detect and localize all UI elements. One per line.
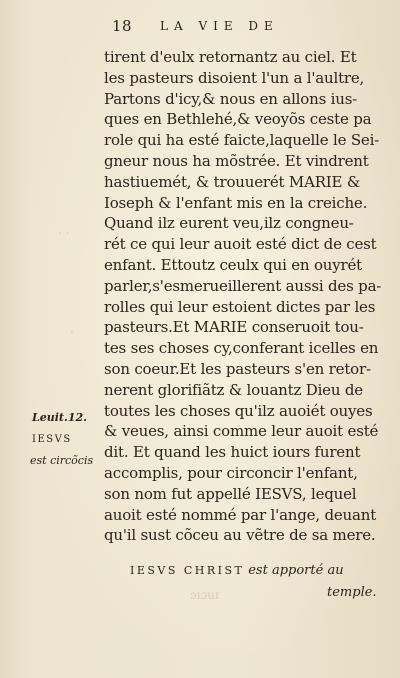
margin-note-leviticus: Leuit.12. — [32, 411, 87, 424]
text-line: son coeur.Et les pasteurs s'en retor- — [104, 359, 371, 378]
text-line: Partons d'icy,& nous en allons ius- — [104, 89, 358, 108]
show-through-mark: . — [70, 322, 74, 336]
text-line: tirent d'eulx retornantz au ciel. Et — [104, 48, 357, 66]
text-line: rolles qui leur estoient dictes par les — [104, 297, 376, 316]
text-line: rét ce qui leur auoit esté dict de cest — [104, 235, 377, 254]
text-line: son nom fut appellé IESVS, lequel — [104, 484, 357, 503]
text-line: role qui ha esté faicte,laquelle le Sei- — [104, 131, 380, 150]
text-line: nerent glorifiãtz & louantz Dieu de — [104, 380, 363, 399]
text-line: dit. Et quand les huict iours furent — [104, 443, 361, 462]
margin-note-circumcised: est circõcis — [30, 454, 94, 467]
text-line: Ioseph & l'enfant mis en la creiche. — [104, 193, 368, 212]
text-line: tes ses choses cy,conferant icelles en — [104, 339, 379, 358]
page-header — [112, 17, 357, 37]
section-heading-name: IESVS CHRIST — [130, 564, 245, 577]
text-line: pasteurs.Et MARIE conseruoit tou- — [104, 318, 364, 337]
text-line: hastiuemét, & trouuerét MARIE & — [104, 172, 360, 191]
page-number: 18 — [112, 17, 133, 35]
show-through-mark: . . — [58, 223, 70, 237]
text-line: gneur nous ha mõstrée. Et vindrent — [104, 151, 369, 170]
text-line: Quand ilz eurent veu,ilz congneu- — [104, 214, 354, 233]
text-line: les pasteurs disoient l'un a l'aultre, — [104, 68, 365, 87]
text-line: qu'il sust cõceu au vẽtre de sa mere. — [104, 526, 376, 545]
text-line: auoit esté nommé par l'ange, deuant — [104, 505, 377, 524]
text-line: toutes les choses qu'ilz auoiét ouyes — [104, 401, 373, 420]
section-heading-continuation: temple. — [327, 585, 377, 600]
text-line: & veues, ainsi comme leur auoit esté — [104, 422, 379, 441]
margin-note-jesus: IESVS — [32, 434, 72, 445]
main-text-block — [104, 47, 382, 546]
text-line: enfant. Ettoutz ceulx qui en ouyrét — [104, 255, 362, 274]
text-line: accomplis, pour circoncir l'enfant, — [104, 463, 358, 482]
section-heading — [130, 563, 344, 578]
text-line: parler,s'esmerueillerent aussi des pa- — [104, 276, 382, 295]
show-through-mark: ɔıɔuɪ — [190, 588, 219, 602]
text-line: ques en Bethlehé,& veoyõs ceste pa — [104, 110, 372, 129]
running-title: LA VIE DE — [160, 19, 279, 33]
section-heading-text: est apporté au — [248, 563, 344, 578]
